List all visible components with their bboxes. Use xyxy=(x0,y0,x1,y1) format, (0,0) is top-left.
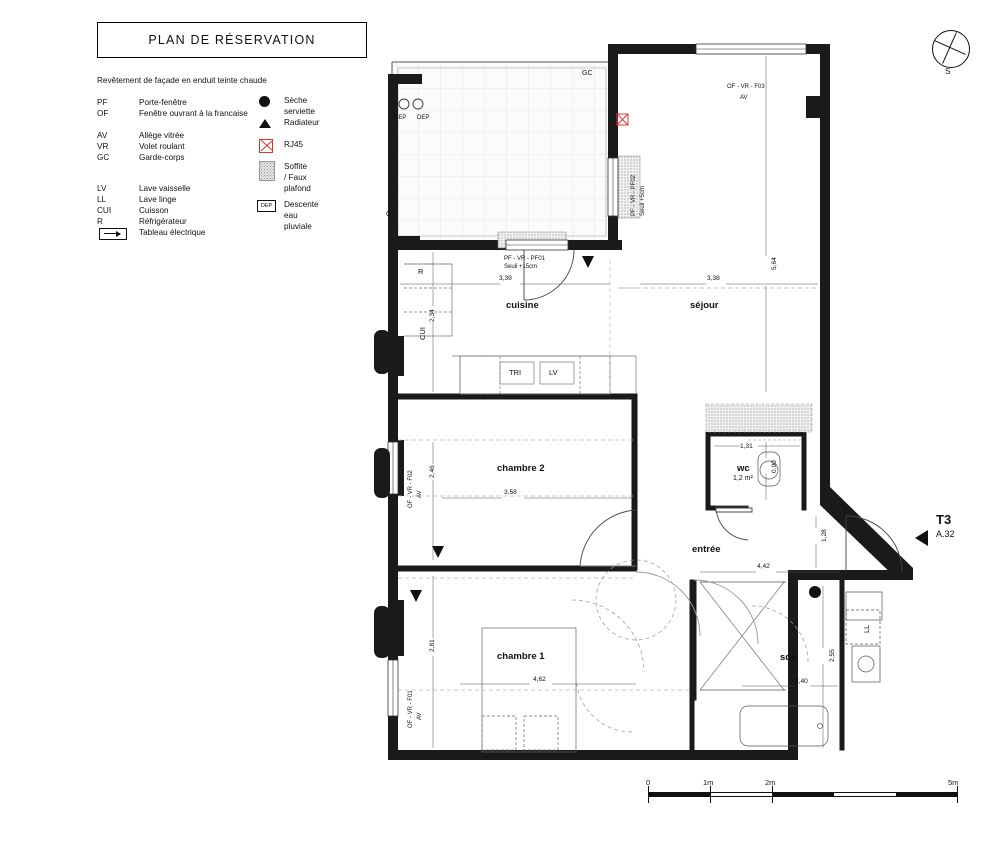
interior-partitions xyxy=(398,394,844,752)
window-tag: OF - VR - F01 xyxy=(408,690,414,728)
scale-tick xyxy=(648,786,649,803)
legend-code: R xyxy=(97,217,103,226)
apartment-number: A.32 xyxy=(936,529,955,539)
dimension-label: 4,62 xyxy=(533,676,546,683)
dimension-label: 2,46 xyxy=(429,465,436,478)
legend-desc: Lave vaisselle xyxy=(139,184,191,193)
dimension-label: 2,34 xyxy=(429,309,436,322)
legend-symbol-label: Soffite / Faux plafond xyxy=(284,162,311,193)
dimension-label: 5,64 xyxy=(771,257,778,270)
dimension-label: 3,38 xyxy=(707,275,720,282)
window-tag: OF - VR - F02 xyxy=(408,470,414,508)
garde-corps-label: GC xyxy=(582,70,593,77)
radiator-icon xyxy=(582,256,594,268)
dimension-label: 2,55 xyxy=(829,649,836,662)
scale-bar-segment xyxy=(896,792,958,797)
scale-label: 0 xyxy=(646,778,651,787)
appliance-label-refrigerateur: R xyxy=(418,267,424,276)
radiator-icon xyxy=(410,590,422,602)
legend-code: AV xyxy=(97,131,108,140)
dimension-label: 3,58 xyxy=(504,489,517,496)
legend-code: GC xyxy=(97,153,110,162)
legend-desc: Réfrigérateur xyxy=(139,217,187,226)
apartment-type: T3 xyxy=(936,512,952,527)
dimension-label: 1,31 xyxy=(740,443,753,450)
legend-desc: Tableau électrique xyxy=(139,228,206,237)
appliance-label-cuisson: CUI xyxy=(418,327,427,340)
legend-desc: Cuisson xyxy=(139,206,169,215)
room-label-wc: wc xyxy=(737,463,750,474)
legend-code: OF xyxy=(97,109,109,118)
room-label-sejour: séjour xyxy=(690,300,719,311)
garde-corps-label: GC xyxy=(386,211,397,218)
area-label-wc: 1,2 m² xyxy=(733,475,753,482)
room-label-cuisine: cuisine xyxy=(506,300,539,311)
scale-label: 1m xyxy=(703,778,714,787)
page-title: PLAN DE RÉSERVATION xyxy=(148,33,316,47)
legend-desc: Garde-corps xyxy=(139,153,185,162)
legend-code: LL xyxy=(97,195,107,204)
scale-tick xyxy=(957,786,958,803)
legend-code: LV xyxy=(97,184,107,193)
window-tag: Seuil +5cm xyxy=(640,186,646,216)
window-tag: PF - VR - PF02 xyxy=(631,174,637,216)
scale-label: 5m xyxy=(948,778,959,787)
room-label-sdb: sdb xyxy=(780,652,797,663)
dimension-label: 4,42 xyxy=(757,563,770,570)
dep-label: DEP xyxy=(417,115,430,121)
scale-tick xyxy=(772,786,773,803)
legend-desc: Volet roulant xyxy=(139,142,185,151)
legend-symbol-label: Descente eau pluviale xyxy=(284,200,319,231)
dimension-label: 2,81 xyxy=(429,639,436,652)
dep-box-icon: DEP xyxy=(257,200,276,212)
room-label-chambre-2: chambre 2 xyxy=(497,463,545,474)
scale-bar xyxy=(646,778,959,810)
scale-bar-segment xyxy=(648,792,710,797)
dimension-label: 3,39 xyxy=(499,275,512,282)
legend-code: PF xyxy=(97,98,108,107)
compass-south-label: S xyxy=(945,67,951,76)
legend-symbol-label: Radiateur xyxy=(284,118,320,127)
radiator-icons xyxy=(410,256,594,602)
appliance-label-lave-linge: LL xyxy=(862,624,871,633)
scale-tick xyxy=(710,786,711,803)
window-tag: PF - VR - PF01 xyxy=(504,256,546,262)
window-tag: OF - VR - F03 xyxy=(727,84,765,90)
scale-bar-segment xyxy=(772,792,834,797)
balcony-terrace xyxy=(392,62,612,242)
legend-desc: Lave linge xyxy=(139,195,177,204)
legend-code: CUI xyxy=(97,206,112,215)
window-tag: AV xyxy=(740,95,748,101)
appliance-label-lave-vaisselle: LV xyxy=(549,368,558,377)
legend-desc: Porte-fenêtre xyxy=(139,98,187,107)
radiator-icon xyxy=(432,546,444,558)
legend-desc: Fenêtre ouvrant à la francaise xyxy=(139,109,248,118)
window-tag: Seuil +15cm xyxy=(504,264,538,270)
room-label-chambre-1: chambre 1 xyxy=(497,651,545,662)
appliance-label-tri: TRI xyxy=(509,368,522,377)
room-label-entree: entrée xyxy=(692,544,721,555)
legend-code: VR xyxy=(97,142,109,151)
legend-desc: Allège vitrée xyxy=(139,131,185,140)
facade-note: Revêtement de façade en enduit teinte chaude xyxy=(97,76,267,85)
scale-label: 2m xyxy=(765,778,776,787)
dimension-label: 0,90 xyxy=(771,460,778,473)
window-tag: AV xyxy=(417,490,423,498)
legend-symbol-label: RJ45 xyxy=(284,140,304,149)
towel-warmer-icon xyxy=(809,586,821,598)
rj45-icon xyxy=(617,114,628,125)
legend-symbol-label: Sèche serviette xyxy=(284,96,315,116)
window-tag: AV xyxy=(417,712,423,720)
dimension-label: 2,40 xyxy=(795,678,808,685)
dimension-label: 1,28 xyxy=(821,529,828,542)
dep-label: DEP xyxy=(394,115,407,121)
